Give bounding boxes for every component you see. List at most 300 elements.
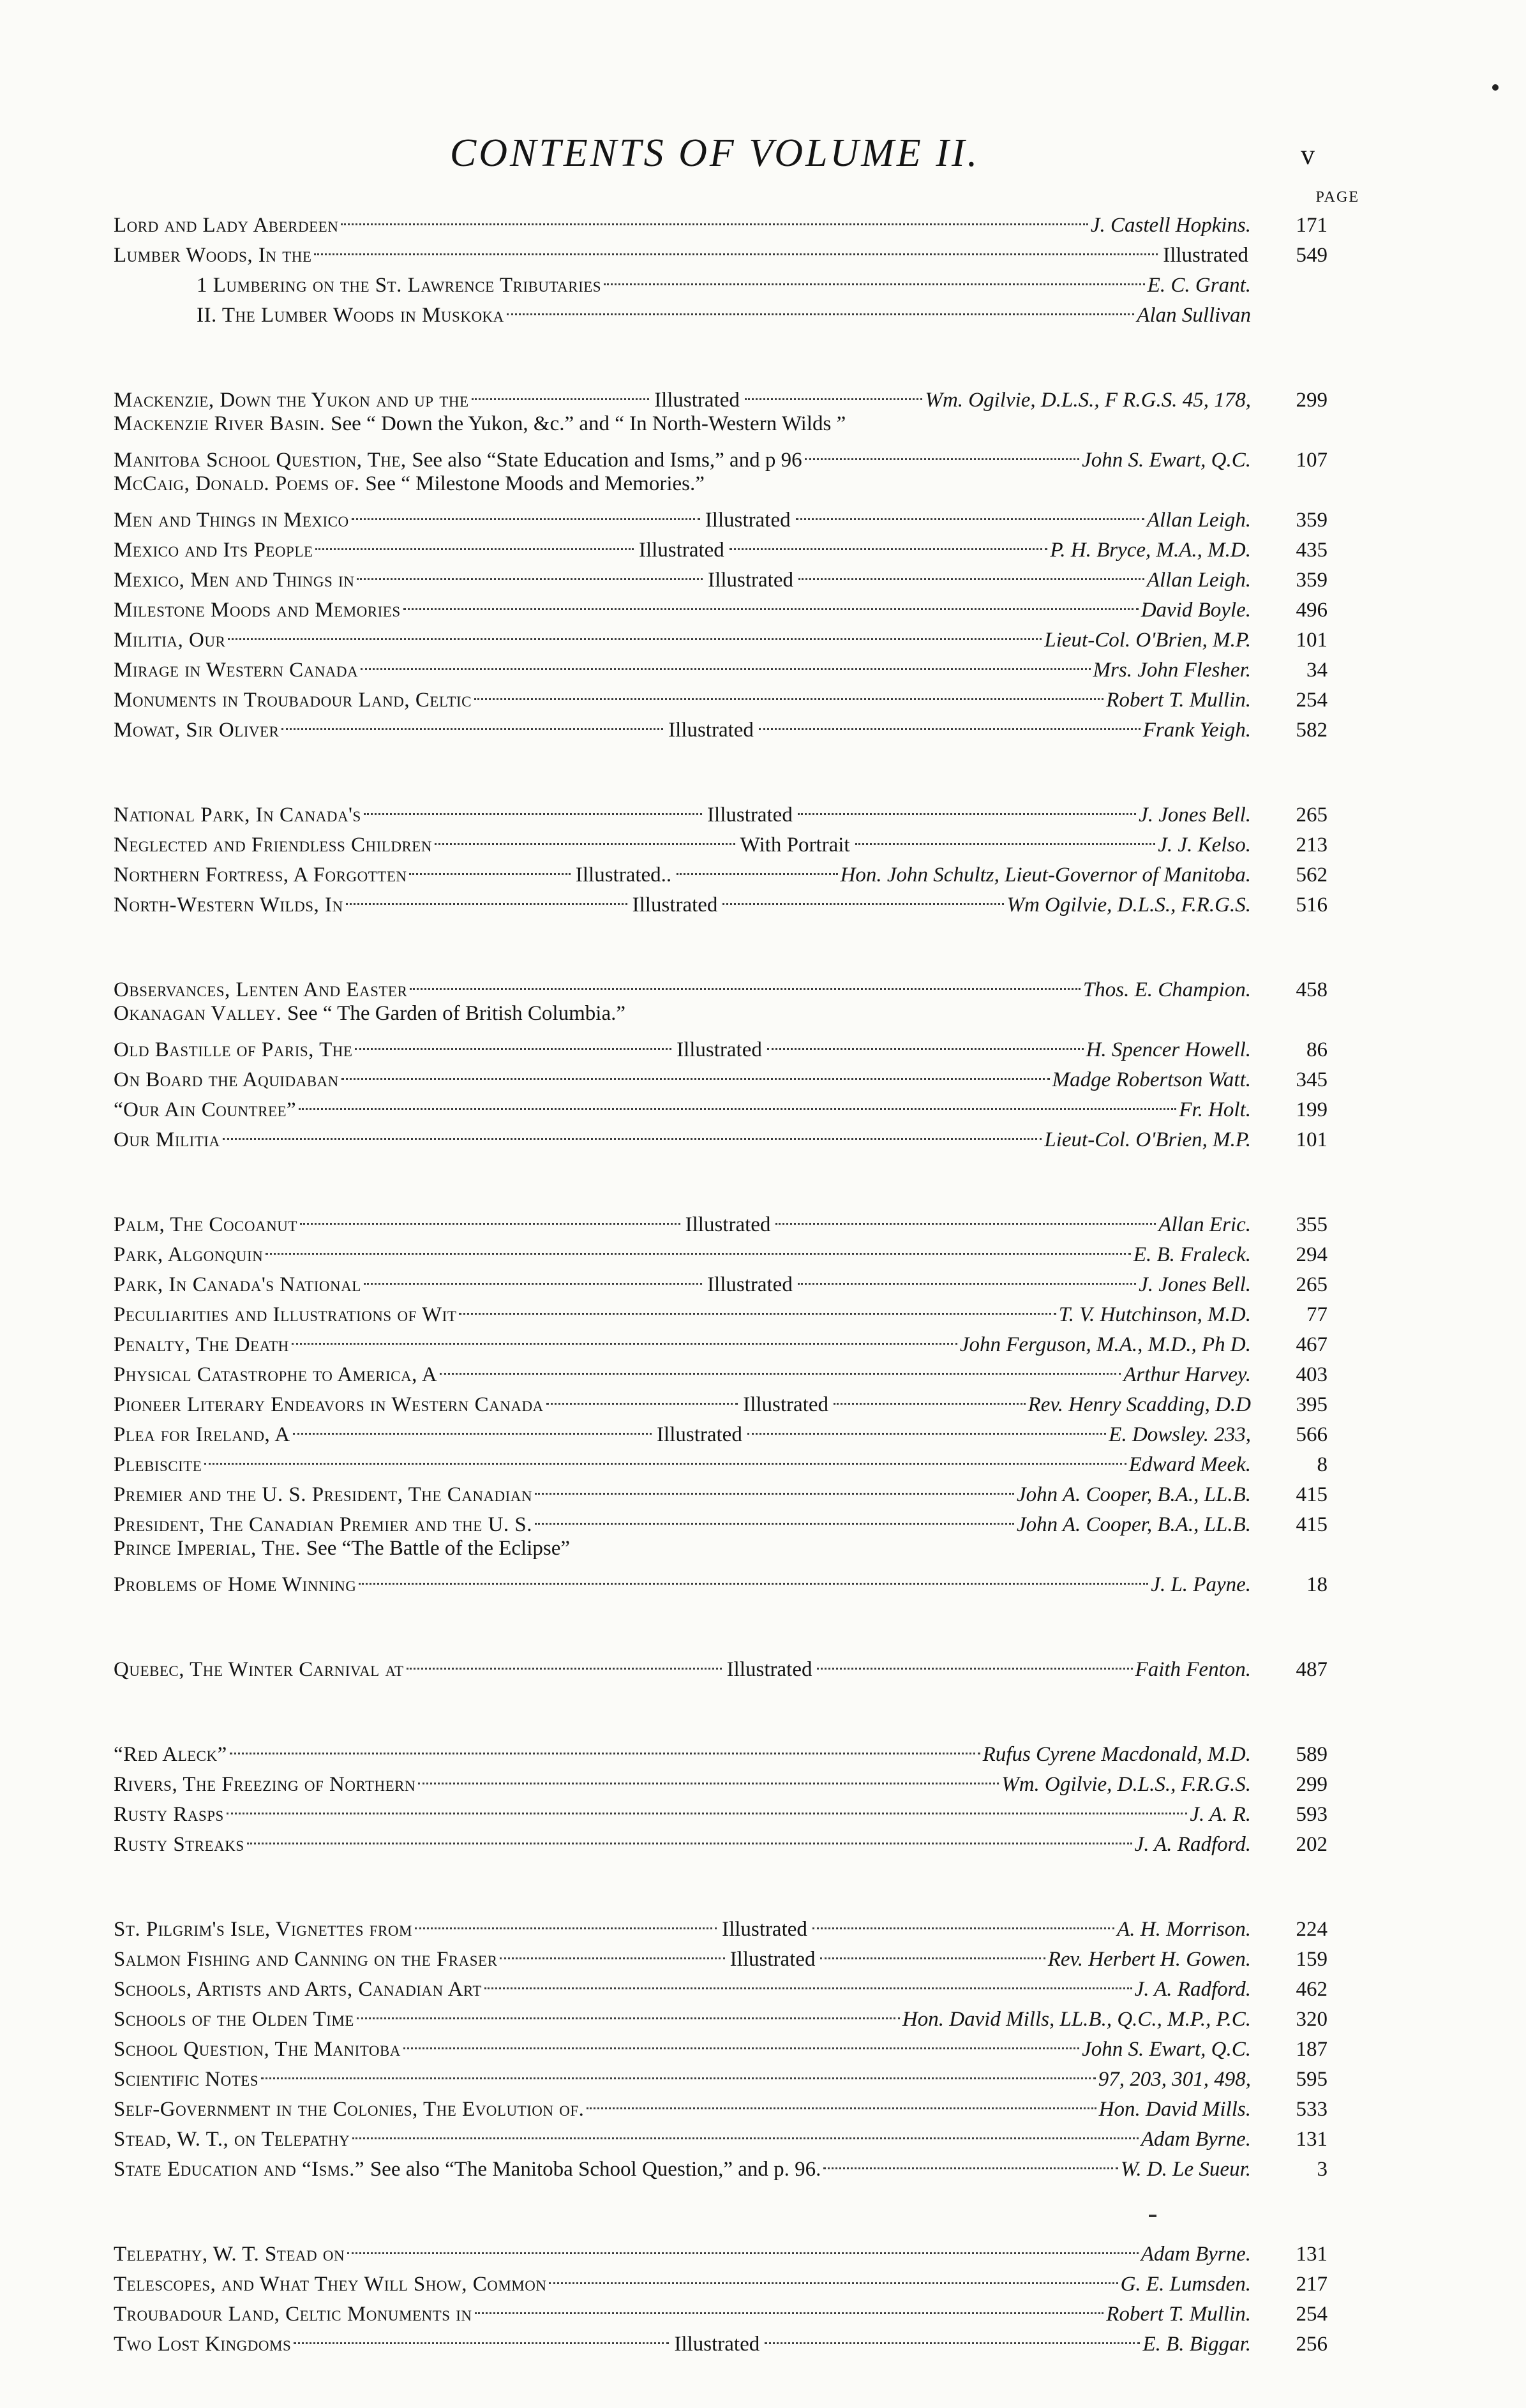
leader-dots — [474, 673, 1103, 700]
illustrated-label: Illustrated — [705, 509, 791, 532]
entry-page-number: 462 — [1296, 1978, 1328, 2001]
leader-dots — [440, 1347, 1121, 1375]
leader-dots — [722, 878, 1004, 905]
leader-dots — [507, 288, 1134, 315]
entry-author: John S. Ewart, Q.C. — [1082, 449, 1251, 472]
entry-author: Lieut-Col. O'Brien, M.P. — [1044, 1128, 1251, 1151]
entry-page-number: 345 — [1296, 1068, 1328, 1091]
entry-title — [114, 505, 349, 535]
leader-dots — [347, 2227, 1139, 2254]
entry-page-number: 254 — [1296, 2303, 1328, 2326]
entry-title-text: Men and Things in Mexico — [114, 509, 349, 532]
leader-dots — [798, 553, 1144, 580]
entry-title-text: Our Militia — [114, 1128, 220, 1151]
entry-page-number: 213 — [1296, 834, 1328, 856]
ink-mark — [1149, 2215, 1156, 2217]
leader-dots — [361, 643, 1090, 670]
entry-author: Frank Yeigh. — [1142, 719, 1251, 742]
page-title: CONTENTS OF VOLUME II. — [449, 131, 980, 175]
entry-title-text: Monuments in Troubadour Land, Celtic — [114, 689, 472, 712]
entry-page-number: 403 — [1296, 1363, 1328, 1386]
leader-dots — [223, 1112, 1042, 1140]
entry-page-number: 435 — [1296, 539, 1328, 562]
entry-page-number: 265 — [1296, 804, 1328, 826]
leader-dots — [293, 1407, 652, 1435]
entry-page-number: 101 — [1296, 629, 1328, 652]
entry-page-number: 187 — [1296, 2038, 1328, 2061]
entry-cross-reference: See “ Milestone Moods and Memories.” — [365, 472, 705, 495]
leader-dots — [355, 1022, 671, 1050]
entry-title — [114, 715, 279, 745]
entry-title-text: On Board the Aquidaban — [114, 1068, 339, 1091]
leader-dots — [300, 1197, 680, 1225]
illustrated-label: Illustrated — [729, 1948, 816, 1971]
entry-author: J. L. Payne. — [1151, 1573, 1251, 1596]
illustrated-label: Illustrated — [708, 569, 793, 592]
entry-author: Wm. Ogilvie, D.L.S., F.R.G.S. — [1001, 1773, 1251, 1796]
leader-dots — [357, 1992, 900, 2019]
leader-dots — [352, 493, 700, 520]
entry-author: Adam Byrne. — [1141, 2243, 1251, 2266]
leader-dots — [820, 1932, 1045, 1959]
folio-number: v — [1301, 139, 1315, 170]
leader-dots — [798, 788, 1136, 815]
leader-dots — [247, 1817, 1132, 1844]
entry-title-text: McCaig, Donald. Poems of. — [114, 472, 360, 495]
entry-title — [114, 1240, 263, 1270]
entry-page-number: 487 — [1296, 1658, 1328, 1681]
entry-author: E. Dowsley. 233, — [1109, 1423, 1252, 1446]
entry-page-number: 8 — [1317, 1453, 1328, 1476]
entry-title-text: North-Western Wilds, In — [114, 894, 343, 916]
entry-title — [197, 301, 504, 331]
leader-dots — [359, 1557, 1148, 1585]
entry-author: John A. Cooper, B.A., LL.B. — [1017, 1483, 1251, 1506]
entry-author: John S. Ewart, Q.C. — [1082, 2038, 1251, 2061]
leader-dots — [352, 2112, 1138, 2139]
contents-list — [114, 204, 1328, 2408]
entry-page-number: 582 — [1296, 719, 1328, 742]
illustrated-label: Illustrated — [674, 2333, 760, 2356]
entry-title — [114, 565, 354, 595]
leader-dots — [299, 1082, 1176, 1110]
letter-section — [114, 794, 1328, 914]
entry-cross-reference: See “The Battle of the Eclipse” — [306, 1537, 571, 1560]
entry-title-text: Self-Government in the Colonies, The Evolution of. — [114, 2098, 585, 2121]
entry-title-text: II. The Lumber Woods in Muskoka — [197, 304, 504, 327]
contents-entry — [114, 379, 1328, 412]
entry-title-text: Mackenzie, Down the Yukon and up the — [114, 389, 469, 412]
letter-section — [114, 379, 1328, 742]
entry-title-text: Two Lost Kingdoms — [114, 2333, 292, 2356]
letter-section — [114, 1649, 1328, 1679]
leader-dots — [500, 1932, 724, 1959]
illustrated-label: With Portrait — [740, 834, 850, 856]
entry-author: P. H. Bryce, M.A., M.D. — [1050, 539, 1252, 562]
entry-title — [114, 2065, 258, 2095]
entry-title-text: Scientific Notes — [114, 2068, 259, 2091]
entry-title — [114, 535, 313, 565]
entry-page-number: 101 — [1296, 1128, 1328, 1151]
contents-entry — [114, 1823, 1328, 1856]
entry-page-number: 299 — [1296, 1773, 1328, 1796]
entry-title — [114, 655, 358, 685]
entry-page-number: 589 — [1296, 1743, 1328, 1766]
entry-title — [114, 1800, 224, 1830]
letter-section — [114, 1733, 1328, 1856]
leader-dots — [817, 1642, 1132, 1670]
entry-title-text: Troubadour Land, Celtic Monuments in — [114, 2303, 472, 2326]
entry-title-text: Milestone Moods and Memories — [114, 599, 401, 622]
entry-title — [114, 241, 311, 271]
entry-author: J. Jones Bell. — [1139, 804, 1251, 826]
entry-title — [114, 1450, 202, 1480]
entry-author: A. H. Morrison. — [1117, 1918, 1252, 1941]
entry-title-text: Prince Imperial, The. — [114, 1537, 301, 1560]
entry-title-text: Rivers, The Freezing of Northern — [114, 1773, 416, 1796]
entry-author: E. C. Grant. — [1147, 274, 1251, 297]
leader-dots — [418, 1757, 999, 1784]
entry-title-text: Mowat, Sir Oliver — [114, 719, 280, 742]
contents-entry — [114, 1649, 1328, 1679]
contents-entry — [114, 1234, 1328, 1264]
entry-title-text: Northern Fortress, A Forgotten — [114, 864, 407, 886]
entry-page-number: 549 — [1296, 244, 1328, 267]
entry-title-text: Plebiscite — [114, 1453, 202, 1476]
illustrated-label: Illustrated — [639, 539, 724, 562]
entry-page-number: 355 — [1296, 1213, 1328, 1236]
leader-dots — [403, 583, 1139, 610]
illustrated-label: Illustrated — [632, 894, 718, 916]
leader-dots — [475, 2287, 1104, 2314]
entry-page-number: 595 — [1296, 2068, 1328, 2091]
entry-title-text: School Question, The Manitoba — [114, 2038, 401, 2061]
entry-author: John A. Cooper, B.A., LL.B. — [1017, 1513, 1251, 1536]
entry-page-number: 359 — [1296, 509, 1328, 532]
entry-author: G. E. Lumsden. — [1120, 2273, 1251, 2296]
entry-page-number: 224 — [1296, 1918, 1328, 1941]
entry-author: Hon. David Mills, LL.B., Q.C., M.P., P.C. — [902, 2008, 1251, 2031]
entry-author: Edward Meek. — [1128, 1453, 1251, 1476]
leader-dots — [281, 703, 663, 730]
leader-dots — [261, 2052, 1096, 2079]
entry-author: Adam Byrne. — [1141, 2128, 1251, 2151]
entry-author: Arthur Harvey. — [1123, 1363, 1251, 1386]
entry-title-text: Pioneer Literary Endeavors in Western Canada — [114, 1393, 544, 1416]
entry-page-number: 254 — [1296, 689, 1328, 712]
entry-title-text: Mirage in Western Canada — [114, 659, 359, 682]
entry-author: 97, 203, 301, 498, — [1098, 2068, 1251, 2091]
entry-page-number: 18 — [1306, 1573, 1328, 1596]
leader-dots — [364, 1257, 702, 1285]
entry-title-text: Peculiarities and Illustrations of Wit — [114, 1303, 457, 1326]
contents-entry — [114, 439, 1328, 472]
entry-page-number: 562 — [1296, 864, 1328, 886]
entry-cross-reference: See “ The Garden of British Columbia.” — [287, 1002, 625, 1025]
illustrated-label: Illustrated — [668, 719, 754, 742]
entry-title-text: Stead, W. T., on Telepathy — [114, 2128, 350, 2151]
entry-title-text: Park, In Canada's National — [114, 1273, 361, 1296]
entry-title — [114, 211, 338, 241]
entry-page-number: 294 — [1296, 1243, 1328, 1266]
entry-author: J. A. Radford. — [1134, 1833, 1251, 1856]
leader-dots — [767, 1022, 1084, 1050]
entry-author: Madge Robertson Watt. — [1052, 1068, 1251, 1091]
illustrated-label: Illustrated — [654, 389, 740, 412]
entry-author: Wm Ogilvie, D.L.S., F.R.G.S. — [1006, 894, 1251, 916]
leader-dots — [729, 523, 1048, 550]
letter-section — [114, 1908, 1328, 2181]
entry-page-number: 199 — [1296, 1098, 1328, 1121]
entry-author: David Boyle. — [1141, 599, 1251, 622]
leader-dots — [230, 1727, 980, 1754]
entry-author: Allan Eric. — [1158, 1213, 1251, 1236]
entry-page-number: 299 — [1296, 389, 1328, 412]
leader-dots — [587, 2082, 1096, 2109]
entry-author: J. Jones Bell. — [1139, 1273, 1251, 1296]
leader-dots — [535, 1467, 1014, 1495]
entry-title — [114, 1655, 404, 1685]
entry-page-number: 265 — [1296, 1273, 1328, 1296]
letter-section — [114, 969, 1328, 1149]
leader-dots — [796, 493, 1144, 520]
entry-page-number: 458 — [1296, 978, 1328, 1001]
leader-dots — [227, 1787, 1188, 1814]
entry-title-text: Telepathy, W. T. Stead on — [114, 2243, 345, 2266]
leader-dots — [747, 1407, 1106, 1435]
entry-author: Hon. David Mills. — [1098, 2098, 1251, 2121]
leader-dots — [765, 2317, 1140, 2344]
page-header — [115, 128, 1315, 179]
entry-title — [114, 2240, 345, 2270]
entry-author: J. A. Radford. — [1134, 1978, 1251, 2001]
letter-section — [114, 1204, 1328, 1594]
entry-author: Rufus Cyrene Macdonald, M.D. — [982, 1743, 1251, 1766]
entry-title-text: Telescopes, and What They Will Show, Common — [114, 2273, 547, 2296]
leader-dots — [415, 1902, 717, 1929]
entry-title — [114, 1480, 532, 1510]
page-column-label: PAGE — [1315, 189, 1359, 206]
entry-page-number: 131 — [1296, 2243, 1328, 2266]
entry-page-number: 359 — [1296, 569, 1328, 592]
entry-cross-reference: See “ Down the Yukon, &c.” and “ In North-Western Wilds ” — [331, 412, 846, 435]
entry-title-text: Manitoba School Question, The, — [114, 449, 407, 472]
entry-page-number: 202 — [1296, 1833, 1328, 1856]
contents-entry — [114, 969, 1328, 999]
entry-author: W. D. Le Sueur. — [1120, 2158, 1251, 2181]
entry-page-number: 593 — [1296, 1803, 1328, 1826]
entry-title — [114, 1125, 220, 1155]
ink-speck — [1492, 84, 1499, 91]
illustrated-label: Illustrated — [722, 1918, 807, 1941]
entry-author: Thos. E. Champion. — [1082, 978, 1251, 1001]
entry-page-number: 566 — [1296, 1423, 1328, 1446]
entry-author: Allan Leigh. — [1146, 569, 1251, 592]
entry-page-number: 533 — [1296, 2098, 1328, 2121]
entry-author: Robert T. Mullin. — [1106, 2303, 1251, 2326]
entry-title — [114, 1330, 289, 1360]
entry-title-text: Lord and Lady Aberdeen — [114, 214, 339, 237]
entry-page-number: 171 — [1296, 214, 1328, 237]
entry-title-text: Plea for Ireland, A — [114, 1423, 290, 1446]
entry-title — [114, 2155, 821, 2185]
leader-dots — [775, 1197, 1156, 1225]
entry-page-number: 256 — [1296, 2333, 1328, 2356]
entry-author: E. B. Fraleck. — [1133, 1243, 1251, 1266]
leader-dots — [294, 2317, 669, 2344]
entry-title-text: Neglected and Friendless Children — [114, 834, 432, 856]
entry-title-text: Palm, The Cocoanut — [114, 1213, 297, 1236]
entry-title-text: Quebec, The Winter Carnival at — [114, 1658, 404, 1681]
entry-title — [114, 1915, 412, 1945]
leader-dots — [435, 818, 735, 845]
entry-title-text: 1 Lumbering on the St. Lawrence Tributaries — [197, 274, 602, 297]
leader-dots — [604, 258, 1145, 285]
leader-dots — [346, 878, 627, 905]
entry-page-number: 217 — [1296, 2273, 1328, 2296]
entry-title — [114, 1270, 361, 1300]
entry-page-number: 86 — [1306, 1038, 1328, 1061]
entry-author: Fr. Holt. — [1179, 1098, 1251, 1121]
illustrated-label: Illustrated — [707, 1273, 793, 1296]
entry-title-text: Observances, Lenten And Easter — [114, 978, 408, 1001]
entry-title-text: Rusty Streaks — [114, 1833, 244, 1856]
entry-author: H. Spencer Howell. — [1086, 1038, 1252, 1061]
leader-dots — [204, 1437, 1126, 1465]
entry-title-text: Premier and the U. S. President, The Canadian — [114, 1483, 533, 1506]
entry-author: J. A. R. — [1190, 1803, 1251, 1826]
entry-title — [114, 2329, 291, 2359]
entry-title-text: President, The Canadian Premier and the U. S. — [114, 1513, 533, 1536]
letter-section — [114, 2233, 1328, 2356]
entry-title — [114, 625, 225, 655]
illustrated-label: Illustrated — [1163, 244, 1248, 267]
leader-dots — [798, 1257, 1136, 1285]
entry-page-number: 3 — [1317, 2158, 1328, 2181]
entry-page-number: 131 — [1296, 2128, 1328, 2151]
leader-dots — [266, 1227, 1131, 1255]
entry-author: T. V. Hutchinson, M.D. — [1058, 1303, 1251, 1326]
entry-page-number: 320 — [1296, 2008, 1328, 2031]
entry-title — [114, 1570, 356, 1600]
entry-author: Rev. Herbert H. Gowen. — [1047, 1948, 1252, 1971]
leader-dots — [745, 373, 923, 400]
leader-dots — [228, 613, 1042, 640]
leader-dots — [677, 848, 837, 875]
entry-title — [114, 890, 343, 920]
entry-author: Lieut-Col. O'Brien, M.P. — [1044, 629, 1251, 652]
leader-dots — [403, 2022, 1079, 2049]
illustrated-label: Illustrated — [685, 1213, 771, 1236]
entry-title-text: Park, Algonquin — [114, 1243, 264, 1266]
entry-title-text: Mexico, Men and Things in — [114, 569, 355, 592]
contents-entry — [114, 1564, 1328, 1594]
entry-author: Robert T. Mullin. — [1106, 689, 1251, 712]
entry-title-text: Penalty, The Death — [114, 1333, 289, 1356]
entry-author: Faith Fenton. — [1135, 1658, 1251, 1681]
leader-dots — [805, 433, 1079, 460]
entry-title-text: Militia, Our — [114, 629, 226, 652]
entry-page-number: 467 — [1296, 1333, 1328, 1356]
entry-cross-reference: See also “State Education and Isms,” and p 96 — [412, 449, 802, 472]
illustrated-label: Illustrated.. — [575, 864, 672, 886]
entry-title-text: National Park, In Canada's — [114, 804, 361, 826]
entry-title-text: Old Bastille of Paris, The — [114, 1038, 353, 1061]
leader-dots — [364, 788, 702, 815]
entry-title-text: Problems of Home Winning — [114, 1573, 357, 1596]
contents-entry — [114, 1119, 1328, 1149]
entry-title — [114, 830, 432, 860]
leader-dots — [409, 848, 570, 875]
entry-page-number: 34 — [1306, 659, 1328, 682]
leader-dots — [549, 2257, 1118, 2284]
entry-title — [114, 409, 846, 439]
leader-dots — [546, 1377, 738, 1405]
leader-dots — [535, 1497, 1014, 1525]
leader-dots — [484, 1962, 1132, 1989]
entry-title — [114, 1035, 352, 1065]
leader-dots — [759, 703, 1141, 730]
leader-dots — [459, 1287, 1056, 1315]
entry-title-text: Lumber Woods, In the — [114, 244, 312, 267]
entry-author: Alan Sullivan — [1137, 304, 1251, 327]
entry-cross-reference: See also “The Manitoba School Question,” and p. 96. — [370, 2158, 821, 2181]
contents-entry — [114, 499, 1328, 532]
entry-title — [114, 2125, 350, 2155]
illustrated-label: Illustrated — [743, 1393, 829, 1416]
entry-title-text: St. Pilgrim's Isle, Vignettes from — [114, 1918, 412, 1941]
entry-author: Wm. Ogilvie, D.L.S., F R.G.S. 45, 178, — [925, 389, 1251, 412]
leader-dots — [357, 553, 703, 580]
entry-title — [114, 2005, 354, 2035]
entry-title-text: State Education and “Isms.” — [114, 2158, 365, 2181]
entry-title-text: Mexico and Its People — [114, 539, 313, 562]
leader-dots — [812, 1902, 1114, 1929]
entry-author: John Ferguson, M.A., M.D., Ph D. — [959, 1333, 1251, 1356]
entry-title — [114, 1740, 227, 1770]
illustrated-label: Illustrated — [657, 1423, 742, 1446]
leader-dots — [314, 228, 1158, 255]
letter-section — [114, 204, 1328, 327]
entry-author: Mrs. John Flesher. — [1093, 659, 1251, 682]
entry-title-text: “Red Aleck” — [114, 1743, 227, 1766]
entry-title — [114, 800, 361, 830]
entry-title-text: Rusty Rasps — [114, 1803, 224, 1826]
entry-title-text: Schools of the Olden Time — [114, 2008, 354, 2031]
entry-page-number: 496 — [1296, 599, 1328, 622]
entry-title-text: Physical Catastrophe to America, A — [114, 1363, 438, 1386]
entry-page-number: 107 — [1296, 449, 1328, 472]
entry-title — [114, 1945, 497, 1975]
leader-dots — [292, 1317, 957, 1345]
entry-page-number: 415 — [1296, 1483, 1328, 1506]
entry-title-text: Okanagan Valley. — [114, 1002, 282, 1025]
entry-page-number: 77 — [1306, 1303, 1328, 1326]
leader-dots — [341, 198, 1088, 225]
entry-page-number: 516 — [1296, 894, 1328, 916]
leader-dots — [472, 373, 650, 400]
entry-author: E. B. Biggar. — [1142, 2333, 1252, 2356]
entry-title-text: Salmon Fishing and Canning on the Fraser — [114, 1948, 498, 1971]
leader-dots — [410, 962, 1081, 990]
entry-page-number: 415 — [1296, 1513, 1328, 1536]
leader-dots — [834, 1377, 1026, 1405]
entry-title-text: “Our Ain Countree” — [114, 1098, 297, 1121]
illustrated-label: Illustrated — [707, 804, 793, 826]
entry-author: J. J. Kelso. — [1158, 834, 1251, 856]
leader-dots — [855, 818, 1156, 845]
entry-page-number: 395 — [1296, 1393, 1328, 1416]
